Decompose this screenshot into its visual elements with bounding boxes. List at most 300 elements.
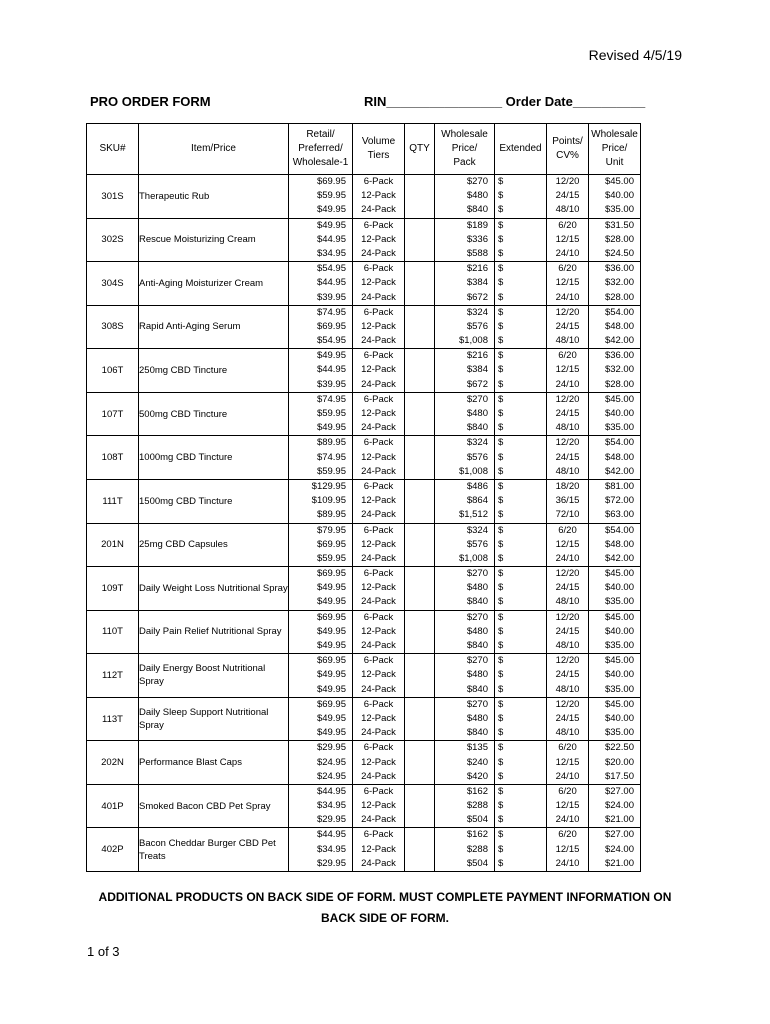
points-value: 12/20 (555, 655, 580, 667)
col-extended: Extended (495, 124, 547, 175)
pack-price-value: $480 (466, 408, 488, 419)
tier-value: 6-Pack (363, 655, 394, 667)
points-cell (547, 218, 589, 262)
extended-cell (495, 175, 547, 219)
unit-price-cell (589, 610, 641, 654)
pack-price-cell (435, 610, 495, 654)
extended-value: $ (498, 829, 504, 841)
pack-price-value: $216 (466, 263, 488, 275)
tier-value: 12-Pack (361, 190, 396, 202)
extended-value: $ (498, 247, 504, 259)
retail-value: $59.95 (316, 465, 346, 477)
unit-price-cell (589, 218, 641, 262)
item-cell: 500mg CBD Tincture (139, 392, 289, 436)
unit-price-value: $36.00 (604, 350, 634, 362)
tier-value: 6-Pack (363, 698, 394, 710)
qty-input-cell[interactable] (405, 828, 435, 872)
pack-price-value: $288 (466, 800, 488, 812)
tier-value: 24-Pack (361, 465, 396, 477)
tier-value: 24-Pack (361, 378, 396, 390)
col-retail (289, 124, 353, 175)
retail-value: $69.95 (316, 538, 346, 550)
pack-price-value: $672 (466, 378, 488, 390)
retail-value: $39.95 (316, 291, 346, 303)
points-value: 24/10 (555, 552, 580, 564)
points-value: 24/10 (555, 378, 580, 390)
extended-value: $ (498, 509, 504, 521)
retail-cell (289, 697, 353, 741)
pack-price-value: $189 (466, 219, 488, 231)
extended-value: $ (498, 190, 504, 202)
rin-order-date-field[interactable]: RIN________________ Order Date__________ (364, 94, 646, 109)
table-row (87, 262, 641, 306)
pack-price-cell (435, 479, 495, 523)
pack-price-value: $672 (466, 291, 488, 303)
unit-price-value: $45.00 (604, 176, 634, 187)
pack-price-value: $384 (466, 364, 488, 376)
points-cell (547, 610, 589, 654)
unit-price-value: $35.00 (604, 640, 634, 651)
extended-value: $ (498, 538, 504, 550)
table-row (87, 697, 641, 741)
points-value: 12/15 (555, 800, 580, 812)
extended-cell (495, 654, 547, 698)
item-cell: 1000mg CBD Tincture (139, 436, 289, 480)
unit-price-value: $42.00 (604, 335, 634, 347)
unit-price-value: $35.00 (604, 596, 634, 608)
pack-price-value: $576 (466, 538, 488, 550)
qty-input-cell[interactable] (405, 479, 435, 523)
item-cell: Daily Energy Boost Nutritional Spray (139, 654, 289, 698)
points-value: 6/20 (558, 350, 577, 362)
extended-cell (495, 523, 547, 567)
extended-value: $ (498, 611, 504, 623)
unit-price-value: $63.00 (604, 509, 634, 521)
table-row (87, 392, 641, 436)
tier-cell (353, 392, 405, 436)
col-tiers (353, 124, 405, 175)
retail-value: $39.95 (316, 378, 346, 390)
extended-value: $ (498, 480, 504, 492)
retail-cell (289, 262, 353, 306)
sku-cell: 110T (87, 610, 139, 654)
tier-cell (353, 784, 405, 828)
unit-price-value: $24.00 (604, 843, 634, 855)
pack-price-value: $162 (466, 785, 488, 797)
extended-cell (495, 218, 547, 262)
col-item: Item/Price (139, 124, 289, 175)
pack-price-value: $324 (466, 437, 488, 449)
retail-value: $44.95 (316, 785, 346, 797)
table-row (87, 436, 641, 480)
qty-input-cell[interactable] (405, 654, 435, 698)
tier-value: 24-Pack (361, 509, 396, 521)
col-wholesale-line: Wholesale (441, 129, 488, 140)
points-value: 24/15 (555, 451, 580, 463)
pack-price-cell (435, 392, 495, 436)
qty-input-cell[interactable] (405, 436, 435, 480)
retail-value: $49.95 (316, 219, 346, 231)
retail-cell (289, 479, 353, 523)
pack-price-value: $288 (466, 843, 488, 855)
qty-input-cell[interactable] (405, 218, 435, 262)
tier-value: 6-Pack (363, 611, 394, 623)
unit-price-cell (589, 828, 641, 872)
tier-value: 6-Pack (363, 524, 394, 536)
extended-value: $ (498, 582, 504, 594)
unit-price-value: $28.00 (604, 378, 634, 390)
unit-price-cell (589, 479, 641, 523)
retail-cell (289, 741, 353, 785)
tier-value: 12-Pack (361, 669, 396, 681)
tier-cell (353, 218, 405, 262)
extended-cell (495, 436, 547, 480)
pack-price-cell (435, 741, 495, 785)
retail-value: $34.95 (316, 843, 346, 855)
retail-value: $49.95 (316, 422, 346, 434)
retail-value: $54.95 (316, 335, 346, 347)
retail-value: $49.95 (316, 712, 346, 724)
points-value: 24/10 (555, 291, 580, 303)
extended-value: $ (498, 552, 504, 564)
tier-value: 24-Pack (361, 335, 396, 347)
pack-price-value: $864 (466, 495, 488, 507)
extended-value: $ (498, 451, 504, 463)
retail-value: $89.95 (316, 437, 346, 449)
extended-value: $ (498, 465, 504, 477)
points-value: 24/15 (555, 625, 580, 637)
unit-price-value: $35.00 (604, 727, 634, 739)
unit-price-value: $54.00 (604, 306, 634, 318)
pack-price-value: $270 (466, 393, 488, 405)
tier-value: 24-Pack (361, 727, 396, 739)
tier-value: 12-Pack (361, 538, 396, 550)
retail-value: $49.95 (316, 625, 346, 637)
extended-value: $ (498, 770, 504, 782)
sku-cell: 401P (87, 784, 139, 828)
extended-value: $ (498, 857, 504, 869)
pack-price-value: $576 (466, 320, 488, 332)
tier-cell (353, 479, 405, 523)
retail-value: $54.95 (316, 263, 346, 275)
points-cell (547, 828, 589, 872)
item-cell: 1500mg CBD Tincture (139, 479, 289, 523)
pack-price-cell (435, 305, 495, 349)
retail-cell (289, 436, 353, 480)
col-points-line: Points/ (552, 136, 583, 147)
extended-cell (495, 262, 547, 306)
pack-price-value: $240 (466, 756, 488, 768)
extended-cell (495, 349, 547, 393)
tier-value: 12-Pack (361, 582, 396, 594)
retail-value: $44.95 (316, 364, 346, 376)
retail-value: $34.95 (316, 247, 346, 259)
tier-value: 12-Pack (361, 233, 396, 245)
tier-cell (353, 305, 405, 349)
retail-value: $109.95 (311, 495, 346, 507)
table-row (87, 523, 641, 567)
tier-value: 6-Pack (363, 742, 394, 754)
points-value: 12/15 (555, 843, 580, 855)
points-value: 6/20 (558, 742, 577, 754)
qty-input-cell[interactable] (405, 567, 435, 611)
extended-cell (495, 697, 547, 741)
retail-cell (289, 654, 353, 698)
order-table (86, 123, 641, 872)
item-cell: Bacon Cheddar Burger CBD Pet Treats (139, 828, 289, 872)
pack-price-cell (435, 567, 495, 611)
points-value: 24/15 (555, 190, 580, 202)
unit-price-value: $72.00 (604, 495, 634, 507)
unit-price-cell (589, 349, 641, 393)
unit-price-value: $27.00 (604, 829, 634, 841)
retail-cell (289, 828, 353, 872)
points-value: 48/10 (555, 640, 580, 651)
pack-price-cell (435, 262, 495, 306)
unit-price-value: $21.00 (604, 814, 634, 826)
points-value: 48/10 (555, 422, 580, 434)
pack-price-value: $840 (466, 727, 488, 739)
qty-input-cell[interactable] (405, 305, 435, 349)
extended-value: $ (498, 263, 504, 275)
retail-cell (289, 175, 353, 219)
extended-value: $ (498, 393, 504, 405)
sku-cell: 113T (87, 697, 139, 741)
col-unit-line: Price/ (601, 143, 628, 154)
extended-value: $ (498, 233, 504, 245)
extended-value: $ (498, 712, 504, 724)
points-value: 24/15 (555, 320, 580, 332)
table-row (87, 654, 641, 698)
retail-value: $49.95 (316, 204, 346, 216)
item-cell: Rapid Anti-Aging Serum (139, 305, 289, 349)
back-side-notice: ADDITIONAL PRODUCTS ON BACK SIDE OF FORM. MUST COMPLETE PAYMENT INFORMATION ON BACK SIDE OF FORM. (98, 890, 672, 925)
sku-cell: 304S (87, 262, 139, 306)
sku-cell: 302S (87, 218, 139, 262)
points-cell (547, 392, 589, 436)
pack-price-value: $840 (466, 204, 488, 216)
points-cell (547, 262, 589, 306)
tier-value: 24-Pack (361, 596, 396, 608)
tier-cell (353, 610, 405, 654)
qty-input-cell[interactable] (405, 523, 435, 567)
unit-price-cell (589, 784, 641, 828)
unit-price-value: $45.00 (604, 698, 634, 710)
qty-input-cell[interactable] (405, 697, 435, 741)
points-value: 12/15 (555, 756, 580, 768)
qty-input-cell[interactable] (405, 349, 435, 393)
tier-cell (353, 654, 405, 698)
col-tiers-line: Tiers (367, 150, 390, 161)
extended-cell (495, 567, 547, 611)
col-unit-price (589, 124, 641, 175)
points-value: 18/20 (555, 480, 580, 492)
retail-cell (289, 392, 353, 436)
col-points-line: CV% (556, 150, 579, 161)
points-cell (547, 523, 589, 567)
tier-cell (353, 741, 405, 785)
form-header (90, 94, 680, 112)
tier-value: 12-Pack (361, 495, 396, 507)
extended-value: $ (498, 742, 504, 754)
item-cell: 250mg CBD Tincture (139, 349, 289, 393)
points-value: 12/15 (555, 277, 580, 289)
pack-price-cell (435, 349, 495, 393)
unit-price-cell (589, 523, 641, 567)
unit-price-value: $40.00 (604, 669, 634, 681)
pack-price-value: $504 (466, 814, 488, 826)
extended-value: $ (498, 683, 504, 695)
col-tiers-line: Volume (361, 136, 396, 147)
tier-cell (353, 567, 405, 611)
sku-cell: 112T (87, 654, 139, 698)
retail-value: $69.95 (316, 655, 346, 667)
retail-value: $49.95 (316, 727, 346, 739)
product-list (87, 175, 641, 872)
sku-cell: 301S (87, 175, 139, 219)
col-sku: SKU# (87, 124, 139, 175)
points-value: 24/15 (555, 582, 580, 594)
qty-input-cell[interactable] (405, 784, 435, 828)
points-value: 12/15 (555, 364, 580, 376)
retail-value: $79.95 (316, 524, 346, 536)
pack-price-value: $1,008 (458, 465, 488, 477)
sku-cell: 111T (87, 479, 139, 523)
qty-input-cell[interactable] (405, 610, 435, 654)
pack-price-cell (435, 697, 495, 741)
unit-price-cell (589, 567, 641, 611)
pack-price-value: $1,008 (458, 552, 488, 564)
extended-value: $ (498, 422, 504, 434)
tier-value: 24-Pack (361, 683, 396, 695)
extended-value: $ (498, 625, 504, 637)
retail-cell (289, 523, 353, 567)
unit-price-value: $40.00 (604, 712, 634, 724)
pack-price-value: $840 (466, 683, 488, 695)
points-value: 12/20 (555, 698, 580, 710)
unit-price-value: $20.00 (604, 756, 634, 768)
pack-price-cell (435, 828, 495, 872)
unit-price-value: $42.00 (604, 465, 634, 477)
points-cell (547, 697, 589, 741)
retail-cell (289, 349, 353, 393)
extended-value: $ (498, 277, 504, 289)
unit-price-value: $32.00 (604, 277, 634, 289)
points-value: 24/15 (555, 408, 580, 419)
pack-price-value: $135 (466, 742, 488, 754)
points-cell (547, 175, 589, 219)
points-value: 24/10 (555, 247, 580, 259)
extended-value: $ (498, 291, 504, 303)
tier-value: 6-Pack (363, 437, 394, 449)
retail-value: $59.95 (316, 190, 346, 202)
points-cell (547, 305, 589, 349)
extended-value: $ (498, 437, 504, 449)
points-cell (547, 654, 589, 698)
qty-input-cell[interactable] (405, 175, 435, 219)
retail-value: $24.95 (316, 770, 346, 782)
unit-price-value: $40.00 (604, 625, 634, 637)
extended-value: $ (498, 843, 504, 855)
tier-value: 24-Pack (361, 291, 396, 303)
extended-cell (495, 392, 547, 436)
qty-input-cell[interactable] (405, 392, 435, 436)
pack-price-value: $480 (466, 625, 488, 637)
retail-value: $59.95 (316, 552, 346, 564)
unit-price-value: $35.00 (604, 683, 634, 695)
item-cell: Performance Blast Caps (139, 741, 289, 785)
unit-price-value: $24.00 (604, 800, 634, 812)
item-cell: Rescue Moisturizing Cream (139, 218, 289, 262)
retail-value: $69.95 (316, 698, 346, 710)
item-cell: Daily Pain Relief Nutritional Spray (139, 610, 289, 654)
retail-cell (289, 610, 353, 654)
points-value: 12/20 (555, 176, 580, 187)
pack-price-cell (435, 218, 495, 262)
col-unit-line: Unit (605, 157, 624, 168)
points-value: 12/20 (555, 306, 580, 318)
table-row (87, 349, 641, 393)
retail-value: $129.95 (311, 480, 346, 492)
pack-price-value: $480 (466, 712, 488, 724)
qty-input-cell[interactable] (405, 262, 435, 306)
extended-value: $ (498, 640, 504, 651)
points-value: 6/20 (558, 829, 577, 841)
unit-price-value: $24.50 (604, 247, 634, 259)
sku-cell: 107T (87, 392, 139, 436)
unit-price-value: $27.00 (604, 785, 634, 797)
extended-value: $ (498, 378, 504, 390)
retail-cell (289, 305, 353, 349)
tier-value: 6-Pack (363, 568, 394, 580)
unit-price-cell (589, 654, 641, 698)
tier-value: 6-Pack (363, 350, 394, 362)
unit-price-cell (589, 392, 641, 436)
table-row (87, 741, 641, 785)
unit-price-value: $81.00 (604, 480, 634, 492)
pack-price-value: $486 (466, 480, 488, 492)
tier-value: 6-Pack (363, 306, 394, 318)
col-qty: QTY (405, 124, 435, 175)
qty-input-cell[interactable] (405, 741, 435, 785)
pack-price-value: $162 (466, 829, 488, 841)
tier-value: 12-Pack (361, 408, 396, 419)
retail-value: $49.95 (316, 640, 346, 651)
sku-cell: 308S (87, 305, 139, 349)
sku-cell: 202N (87, 741, 139, 785)
points-value: 48/10 (555, 727, 580, 739)
points-value: 48/10 (555, 335, 580, 347)
unit-price-value: $31.50 (604, 219, 634, 231)
tier-value: 24-Pack (361, 247, 396, 259)
tier-value: 12-Pack (361, 800, 396, 812)
pack-price-value: $324 (466, 524, 488, 536)
item-cell: Anti-Aging Moisturizer Cream (139, 262, 289, 306)
item-cell: Daily Weight Loss Nutritional Spray (139, 567, 289, 611)
pack-price-value: $1,008 (458, 335, 488, 347)
tier-value: 24-Pack (361, 204, 396, 216)
pack-price-value: $324 (466, 306, 488, 318)
tier-cell (353, 349, 405, 393)
unit-price-value: $45.00 (604, 655, 634, 667)
retail-value: $69.95 (316, 176, 346, 187)
unit-price-cell (589, 697, 641, 741)
pack-price-value: $270 (466, 698, 488, 710)
table-row (87, 828, 641, 872)
extended-value: $ (498, 219, 504, 231)
extended-value: $ (498, 335, 504, 347)
retail-value: $74.95 (316, 393, 346, 405)
